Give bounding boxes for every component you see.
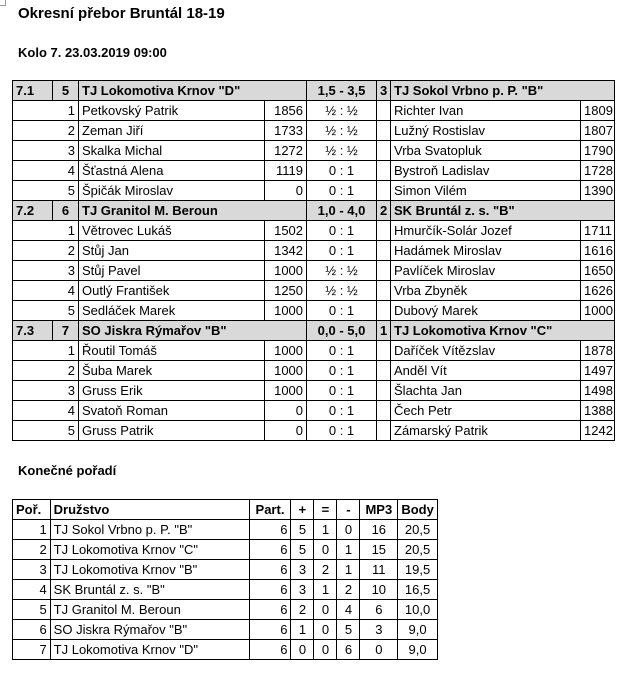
game-number: 2 [13,361,79,381]
standing-team: SK Bruntál z. s. "B" [50,580,249,600]
standings-row [13,560,438,580]
standing-played: 6 [249,560,291,580]
away-player: Šlachta Jan [391,381,581,401]
game-result: 0 : 1 [307,401,377,421]
spacer-cell [377,361,391,381]
game-number: 3 [13,381,79,401]
away-player-rating: 1711 [581,221,615,241]
away-player: Anděl Vít [391,361,581,381]
home-player-rating: 1000 [265,361,307,381]
away-player: Richter Ivan [391,101,581,121]
game-row [13,361,615,381]
away-player: Vrba Svatopluk [391,141,581,161]
spacer-cell [377,401,391,421]
standings-title: Konečné pořadí [18,463,117,478]
standing-losses: 4 [337,600,360,620]
standing-team: SO Jiskra Rýmařov "B" [50,620,249,640]
away-player: Pavlíček Miroslav [391,261,581,281]
standing-played: 6 [249,600,291,620]
standing-wins: 5 [291,520,314,540]
home-player-rating: 1250 [265,281,307,301]
home-player: Stůj Pavel [79,261,265,281]
standings-row [13,520,438,540]
page-title: Okresní přebor Bruntál 18-19 [18,5,225,22]
game-row [13,281,615,301]
home-player-rating: 0 [265,181,307,201]
standing-mp3: 15 [360,540,398,560]
standing-team: TJ Sokol Vrbno p. P. "B" [50,520,249,540]
spacer-cell [377,101,391,121]
game-row [13,241,615,261]
home-player: Větrovec Lukáš [79,221,265,241]
game-number: 4 [13,281,79,301]
game-result: ½ : ½ [307,261,377,281]
spacer-cell [377,221,391,241]
home-player: Špičák Miroslav [79,181,265,201]
game-result: 0 : 1 [307,221,377,241]
header-wins: + [291,500,314,520]
game-result: ½ : ½ [307,281,377,301]
standing-draws: 1 [314,520,337,540]
home-team-name: TJ Granitol M. Beroun [79,201,307,221]
game-result: 0 : 1 [307,301,377,321]
away-player-rating: 1390 [581,181,615,201]
spacer-cell [377,241,391,261]
home-player-rating: 1000 [265,301,307,321]
home-player: Skalka Michal [79,141,265,161]
game-number: 1 [13,341,79,361]
standing-wins: 3 [291,560,314,580]
game-row [13,421,615,441]
game-number: 2 [13,241,79,261]
home-player-rating: 0 [265,401,307,421]
game-row [13,301,615,321]
standing-points: 16,5 [398,580,438,600]
match-header-row [13,321,615,341]
standing-rank: 4 [13,580,51,600]
home-player: Řoutil Tomáš [79,341,265,361]
match-score: 0,0 - 5,0 [307,321,377,341]
home-player: Stůj Jan [79,241,265,261]
home-player: Šuba Marek [79,361,265,381]
board-number: 7.2 [13,201,53,221]
away-team-name: SK Bruntál z. s. "B" [391,201,615,221]
game-number: 5 [13,421,79,441]
standing-draws: 0 [314,640,337,660]
game-number: 1 [13,221,79,241]
away-team-name: TJ Sokol Vrbno p. P. "B" [391,81,615,101]
home-player: Gruss Patrik [79,421,265,441]
game-result: 0 : 1 [307,421,377,441]
standing-played: 6 [249,580,291,600]
header-draws: = [314,500,337,520]
standing-losses: 5 [337,620,360,640]
home-player: Petkovský Patrik [79,101,265,121]
away-seed: 1 [377,321,391,341]
home-player-rating: 1000 [265,261,307,281]
away-player-rating: 1497 [581,361,615,381]
home-player: Šťastná Alena [79,161,265,181]
home-player: Zeman Jiří [79,121,265,141]
standings-row [13,540,438,560]
game-result: ½ : ½ [307,121,377,141]
standing-points: 9,0 [398,620,438,640]
away-player: Daříček Vítězslav [391,341,581,361]
standings-table [12,499,438,660]
game-row [13,181,615,201]
standing-mp3: 3 [360,620,398,640]
standing-losses: 1 [337,560,360,580]
game-number: 3 [13,141,79,161]
home-seed: 5 [53,81,79,101]
spacer-cell [377,381,391,401]
game-row [13,121,615,141]
standing-rank: 6 [13,620,51,640]
standing-losses: 2 [337,580,360,600]
standing-team: TJ Granitol M. Beroun [50,600,249,620]
home-player-rating: 1000 [265,381,307,401]
away-player-rating: 1388 [581,401,615,421]
header-mp3: MP3 [360,500,398,520]
match-header-row [13,81,615,101]
match-header-row [13,201,615,221]
game-result: 0 : 1 [307,361,377,381]
game-row [13,221,615,241]
game-number: 1 [13,101,79,121]
away-player-rating: 1616 [581,241,615,261]
game-row [13,381,615,401]
spacer-cell [377,301,391,321]
match-score: 1,0 - 4,0 [307,201,377,221]
standing-draws: 1 [314,580,337,600]
home-player: Gruss Erik [79,381,265,401]
away-player: Lužný Rostislav [391,121,581,141]
standing-draws: 0 [314,540,337,560]
header-points: Body [398,500,438,520]
home-player: Sedláček Marek [79,301,265,321]
standing-wins: 1 [291,620,314,640]
standing-rank: 3 [13,560,51,580]
away-player-rating: 1728 [581,161,615,181]
home-player-rating: 1000 [265,341,307,361]
header-rank: Poř. [13,500,51,520]
board-number: 7.1 [13,81,53,101]
standing-wins: 2 [291,600,314,620]
spacer-cell [377,161,391,181]
home-player-rating: 1502 [265,221,307,241]
standing-losses: 1 [337,540,360,560]
away-player-rating: 1790 [581,141,615,161]
game-row [13,261,615,281]
away-player: Bystroň Ladislav [391,161,581,181]
game-result: 0 : 1 [307,181,377,201]
standings-row [13,600,438,620]
game-result: 0 : 1 [307,161,377,181]
standing-played: 6 [249,640,291,660]
standing-team: TJ Lokomotiva Krnov "B" [50,560,249,580]
away-player: Hadámek Miroslav [391,241,581,261]
standing-rank: 7 [13,640,51,660]
standing-wins: 3 [291,580,314,600]
home-player-rating: 1733 [265,121,307,141]
away-player: Simon Vilém [391,181,581,201]
spacer-cell [377,181,391,201]
game-result: ½ : ½ [307,141,377,161]
away-player-rating: 1807 [581,121,615,141]
standing-draws: 0 [314,600,337,620]
standing-mp3: 16 [360,520,398,540]
header-played: Part. [249,500,291,520]
game-result: 0 : 1 [307,341,377,361]
match-results-table [12,80,615,441]
spacer-cell [377,281,391,301]
game-row [13,101,615,121]
board-number: 7.3 [13,321,53,341]
home-player: Outlý František [79,281,265,301]
away-player-rating: 1498 [581,381,615,401]
match-score: 1,5 - 3,5 [307,81,377,101]
home-player-rating: 1856 [265,101,307,121]
standing-mp3: 0 [360,640,398,660]
standing-wins: 0 [291,640,314,660]
away-player: Dubový Marek [391,301,581,321]
away-player: Vrba Zbyněk [391,281,581,301]
game-number: 2 [13,121,79,141]
home-player-rating: 1272 [265,141,307,161]
standing-rank: 5 [13,600,51,620]
home-seed: 6 [53,201,79,221]
home-player: Svatoň Roman [79,401,265,421]
standings-header-row [13,500,438,520]
standing-mp3: 11 [360,560,398,580]
away-player-rating: 1878 [581,341,615,361]
away-player: Zámarský Patrik [391,421,581,441]
game-number: 4 [13,161,79,181]
standing-rank: 2 [13,540,51,560]
standing-points: 9,0 [398,640,438,660]
game-result: ½ : ½ [307,101,377,121]
standing-points: 20,5 [398,520,438,540]
game-result: 0 : 1 [307,241,377,261]
standings-row [13,580,438,600]
away-player-rating: 1242 [581,421,615,441]
away-player-rating: 1626 [581,281,615,301]
game-number: 3 [13,261,79,281]
away-player-rating: 1000 [581,301,615,321]
standing-played: 6 [249,540,291,560]
home-team-name: SO Jiskra Rýmařov "B" [79,321,307,341]
game-number: 5 [13,181,79,201]
standing-draws: 0 [314,620,337,640]
standing-points: 10,0 [398,600,438,620]
away-player: Hmurčík-Solár Jozef [391,221,581,241]
game-row [13,401,615,421]
standing-mp3: 6 [360,600,398,620]
game-row [13,341,615,361]
home-seed: 7 [53,321,79,341]
spacer-cell [377,141,391,161]
spacer-cell [377,341,391,361]
spacer-cell [377,421,391,441]
standings-row [13,620,438,640]
standing-losses: 0 [337,520,360,540]
spacer-cell [377,261,391,281]
standing-rank: 1 [13,520,51,540]
standing-draws: 2 [314,560,337,580]
away-team-name: TJ Lokomotiva Krnov "C" [391,321,615,341]
away-seed: 3 [377,81,391,101]
away-player-rating: 1650 [581,261,615,281]
away-player: Čech Petr [391,401,581,421]
standing-wins: 5 [291,540,314,560]
away-player-rating: 1809 [581,101,615,121]
game-number: 5 [13,301,79,321]
standings-row [13,640,438,660]
standing-team: TJ Lokomotiva Krnov "C" [50,540,249,560]
header-losses: - [337,500,360,520]
game-row [13,141,615,161]
game-result: 0 : 1 [307,381,377,401]
game-row [13,161,615,181]
header-team: Družstvo [50,500,249,520]
home-player-rating: 1342 [265,241,307,261]
standing-mp3: 10 [360,580,398,600]
standing-played: 6 [249,520,291,540]
standing-played: 6 [249,620,291,640]
home-player-rating: 0 [265,421,307,441]
round-label: Kolo 7. 23.03.2019 09:00 [18,45,167,60]
home-player-rating: 1119 [265,161,307,181]
away-seed: 2 [377,201,391,221]
game-number: 4 [13,401,79,421]
standing-losses: 6 [337,640,360,660]
page-corner-mark [0,0,6,6]
standing-points: 20,5 [398,540,438,560]
home-team-name: TJ Lokomotiva Krnov "D" [79,81,307,101]
spacer-cell [377,121,391,141]
standing-team: TJ Lokomotiva Krnov "D" [50,640,249,660]
standing-points: 19,5 [398,560,438,580]
